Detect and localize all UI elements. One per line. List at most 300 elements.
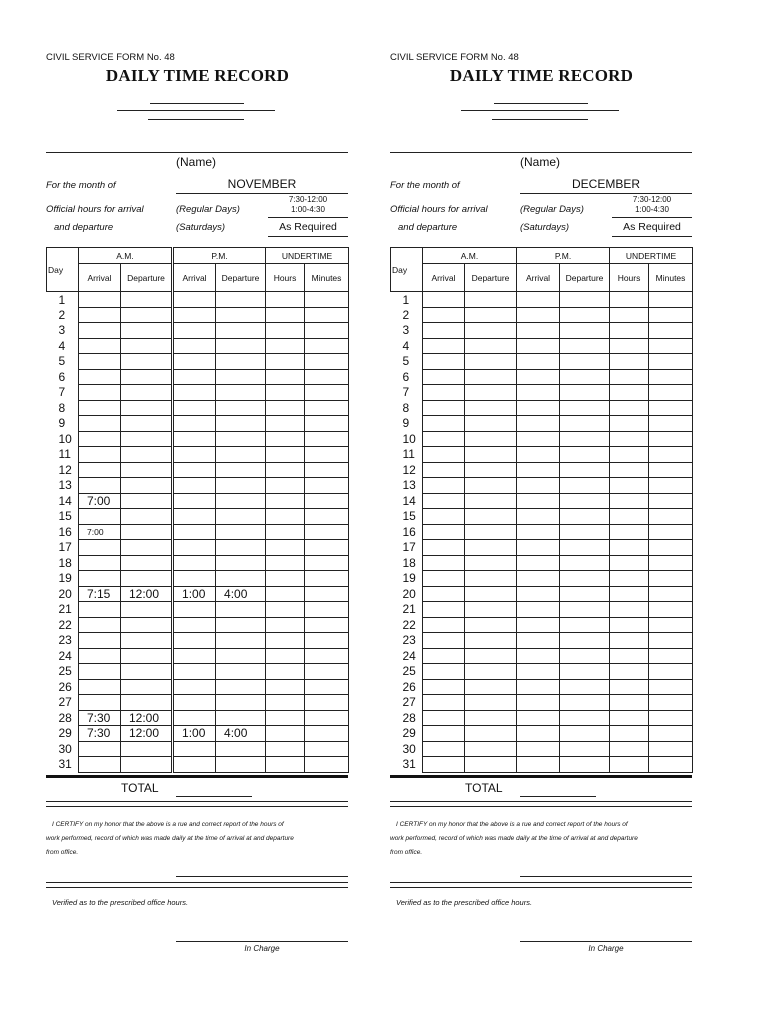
ut-hours-cell[interactable] <box>610 555 649 571</box>
pm-departure-cell[interactable] <box>560 633 610 649</box>
am-arrival-cell[interactable]: 7:00 <box>79 524 121 540</box>
am-arrival-cell[interactable]: 7:30 <box>79 726 121 742</box>
ut-hours-cell[interactable] <box>266 462 305 478</box>
pm-arrival-cell[interactable] <box>517 385 560 401</box>
pm-arrival-cell[interactable] <box>173 648 216 664</box>
ut-hours-cell[interactable] <box>610 292 649 308</box>
am-departure-cell[interactable]: 12:00 <box>121 710 173 726</box>
pm-arrival-cell[interactable] <box>517 633 560 649</box>
ut-hours-cell[interactable] <box>266 586 305 602</box>
am-arrival-cell[interactable] <box>423 586 465 602</box>
am-arrival-cell[interactable] <box>423 633 465 649</box>
ut-minutes-cell[interactable] <box>649 292 693 308</box>
pm-departure-cell[interactable] <box>216 695 266 711</box>
am-arrival-cell[interactable] <box>79 695 121 711</box>
ut-minutes-cell[interactable] <box>305 726 349 742</box>
am-departure-cell[interactable] <box>465 741 517 757</box>
ut-minutes-cell[interactable] <box>305 540 349 556</box>
am-arrival-cell[interactable] <box>423 664 465 680</box>
pm-departure-cell[interactable] <box>560 571 610 587</box>
am-departure-cell[interactable] <box>121 292 173 308</box>
pm-departure-cell[interactable]: 4:00 <box>216 726 266 742</box>
ut-minutes-cell[interactable] <box>649 695 693 711</box>
pm-arrival-cell[interactable] <box>173 757 216 773</box>
am-departure-cell[interactable] <box>465 431 517 447</box>
ut-minutes-cell[interactable] <box>305 385 349 401</box>
am-departure-cell[interactable] <box>465 338 517 354</box>
ut-hours-cell[interactable] <box>610 571 649 587</box>
am-arrival-cell[interactable] <box>79 617 121 633</box>
pm-departure-cell[interactable] <box>216 555 266 571</box>
pm-departure-cell[interactable] <box>216 617 266 633</box>
signature-line[interactable] <box>176 876 348 877</box>
am-arrival-cell[interactable] <box>79 462 121 478</box>
ut-hours-cell[interactable] <box>610 400 649 416</box>
pm-arrival-cell[interactable] <box>517 338 560 354</box>
ut-minutes-cell[interactable] <box>649 431 693 447</box>
am-arrival-cell[interactable] <box>423 400 465 416</box>
pm-departure-cell[interactable] <box>560 726 610 742</box>
pm-departure-cell[interactable] <box>560 292 610 308</box>
am-departure-cell[interactable] <box>121 540 173 556</box>
ut-minutes-cell[interactable] <box>649 385 693 401</box>
ut-minutes-cell[interactable] <box>305 555 349 571</box>
pm-arrival-cell[interactable] <box>173 695 216 711</box>
am-departure-cell[interactable] <box>121 679 173 695</box>
am-departure-cell[interactable] <box>465 292 517 308</box>
am-arrival-cell[interactable] <box>423 648 465 664</box>
pm-arrival-cell[interactable] <box>517 447 560 463</box>
pm-departure-cell[interactable] <box>560 664 610 680</box>
am-departure-cell[interactable] <box>121 431 173 447</box>
am-departure-cell[interactable] <box>465 493 517 509</box>
pm-arrival-cell[interactable] <box>173 493 216 509</box>
am-arrival-cell[interactable] <box>423 555 465 571</box>
ut-minutes-cell[interactable] <box>305 462 349 478</box>
am-departure-cell[interactable] <box>465 462 517 478</box>
am-departure-cell[interactable] <box>465 555 517 571</box>
am-departure-cell[interactable] <box>465 757 517 773</box>
am-arrival-cell[interactable] <box>79 416 121 432</box>
am-departure-cell[interactable] <box>121 555 173 571</box>
ut-hours-cell[interactable] <box>610 664 649 680</box>
pm-arrival-cell[interactable] <box>173 602 216 618</box>
am-arrival-cell[interactable] <box>423 602 465 618</box>
pm-arrival-cell[interactable] <box>517 555 560 571</box>
am-departure-cell[interactable] <box>121 385 173 401</box>
pm-arrival-cell[interactable] <box>173 509 216 525</box>
am-departure-cell[interactable] <box>121 633 173 649</box>
am-arrival-cell[interactable] <box>79 602 121 618</box>
ut-minutes-cell[interactable] <box>649 323 693 339</box>
ut-hours-cell[interactable] <box>266 757 305 773</box>
pm-departure-cell[interactable] <box>216 679 266 695</box>
pm-arrival-cell[interactable] <box>173 400 216 416</box>
pm-arrival-cell[interactable] <box>517 540 560 556</box>
ut-minutes-cell[interactable] <box>305 571 349 587</box>
ut-hours-cell[interactable] <box>610 726 649 742</box>
ut-minutes-cell[interactable] <box>305 679 349 695</box>
am-arrival-cell[interactable] <box>79 633 121 649</box>
pm-departure-cell[interactable]: 4:00 <box>216 586 266 602</box>
am-departure-cell[interactable] <box>465 648 517 664</box>
am-departure-cell[interactable] <box>121 757 173 773</box>
pm-arrival-cell[interactable] <box>517 462 560 478</box>
ut-hours-cell[interactable] <box>266 338 305 354</box>
ut-hours-cell[interactable] <box>610 447 649 463</box>
am-arrival-cell[interactable] <box>79 664 121 680</box>
pm-departure-cell[interactable] <box>560 478 610 494</box>
am-arrival-cell[interactable] <box>79 478 121 494</box>
pm-departure-cell[interactable] <box>216 602 266 618</box>
am-arrival-cell[interactable] <box>79 509 121 525</box>
ut-hours-cell[interactable] <box>610 431 649 447</box>
am-arrival-cell[interactable] <box>79 385 121 401</box>
ut-hours-cell[interactable] <box>610 462 649 478</box>
pm-arrival-cell[interactable] <box>173 741 216 757</box>
am-departure-cell[interactable] <box>465 400 517 416</box>
am-arrival-cell[interactable] <box>79 307 121 323</box>
am-arrival-cell[interactable] <box>79 679 121 695</box>
pm-arrival-cell[interactable] <box>517 710 560 726</box>
ut-minutes-cell[interactable] <box>649 741 693 757</box>
ut-hours-cell[interactable] <box>610 478 649 494</box>
ut-minutes-cell[interactable] <box>305 416 349 432</box>
month-value[interactable]: NOVEMBER <box>227 177 297 191</box>
ut-minutes-cell[interactable] <box>649 633 693 649</box>
pm-arrival-cell[interactable] <box>173 447 216 463</box>
am-departure-cell[interactable] <box>121 695 173 711</box>
pm-arrival-cell[interactable] <box>173 540 216 556</box>
ut-hours-cell[interactable] <box>610 695 649 711</box>
am-arrival-cell[interactable] <box>79 571 121 587</box>
pm-arrival-cell[interactable] <box>517 741 560 757</box>
ut-hours-cell[interactable] <box>266 741 305 757</box>
ut-minutes-cell[interactable] <box>305 524 349 540</box>
ut-minutes-cell[interactable] <box>649 447 693 463</box>
pm-arrival-cell[interactable] <box>517 478 560 494</box>
ut-hours-cell[interactable] <box>266 648 305 664</box>
am-arrival-cell[interactable] <box>423 385 465 401</box>
am-departure-cell[interactable] <box>465 524 517 540</box>
ut-hours-cell[interactable] <box>610 617 649 633</box>
pm-arrival-cell[interactable] <box>517 400 560 416</box>
ut-minutes-cell[interactable] <box>305 602 349 618</box>
pm-departure-cell[interactable] <box>216 741 266 757</box>
pm-departure-cell[interactable] <box>560 462 610 478</box>
pm-departure-cell[interactable] <box>560 617 610 633</box>
pm-departure-cell[interactable] <box>216 478 266 494</box>
ut-minutes-cell[interactable] <box>305 478 349 494</box>
pm-arrival-cell[interactable] <box>173 617 216 633</box>
pm-arrival-cell[interactable] <box>517 679 560 695</box>
pm-arrival-cell[interactable] <box>517 664 560 680</box>
am-departure-cell[interactable]: 12:00 <box>121 586 173 602</box>
am-arrival-cell[interactable] <box>79 741 121 757</box>
in-charge-signature-line[interactable] <box>520 941 692 942</box>
ut-hours-cell[interactable] <box>610 307 649 323</box>
am-departure-cell[interactable] <box>121 617 173 633</box>
pm-arrival-cell[interactable] <box>517 323 560 339</box>
pm-arrival-cell[interactable] <box>517 695 560 711</box>
pm-departure-cell[interactable] <box>560 323 610 339</box>
am-arrival-cell[interactable] <box>423 710 465 726</box>
signature-line[interactable] <box>520 876 692 877</box>
pm-departure-cell[interactable] <box>216 493 266 509</box>
am-arrival-cell[interactable]: 7:00 <box>79 493 121 509</box>
am-departure-cell[interactable] <box>465 369 517 385</box>
am-departure-cell[interactable] <box>465 385 517 401</box>
am-departure-cell[interactable] <box>121 524 173 540</box>
am-arrival-cell[interactable] <box>79 369 121 385</box>
am-departure-cell[interactable] <box>121 664 173 680</box>
ut-minutes-cell[interactable] <box>649 571 693 587</box>
am-departure-cell[interactable] <box>465 509 517 525</box>
ut-hours-cell[interactable] <box>610 586 649 602</box>
pm-departure-cell[interactable] <box>560 710 610 726</box>
ut-hours-cell[interactable] <box>266 493 305 509</box>
ut-minutes-cell[interactable] <box>305 509 349 525</box>
am-arrival-cell[interactable]: 7:30 <box>79 710 121 726</box>
am-arrival-cell[interactable] <box>423 478 465 494</box>
am-departure-cell[interactable] <box>121 509 173 525</box>
ut-hours-cell[interactable] <box>266 447 305 463</box>
pm-departure-cell[interactable] <box>216 369 266 385</box>
pm-departure-cell[interactable] <box>560 369 610 385</box>
pm-departure-cell[interactable] <box>216 633 266 649</box>
am-departure-cell[interactable] <box>465 664 517 680</box>
ut-hours-cell[interactable] <box>610 648 649 664</box>
pm-departure-cell[interactable] <box>216 354 266 370</box>
pm-departure-cell[interactable] <box>216 664 266 680</box>
am-arrival-cell[interactable] <box>423 509 465 525</box>
ut-hours-cell[interactable] <box>610 524 649 540</box>
ut-minutes-cell[interactable] <box>305 400 349 416</box>
ut-minutes-cell[interactable] <box>649 617 693 633</box>
ut-minutes-cell[interactable] <box>649 710 693 726</box>
pm-departure-cell[interactable] <box>560 400 610 416</box>
am-departure-cell[interactable]: 12:00 <box>121 726 173 742</box>
am-arrival-cell[interactable] <box>79 338 121 354</box>
am-departure-cell[interactable] <box>121 338 173 354</box>
pm-arrival-cell[interactable] <box>173 710 216 726</box>
pm-departure-cell[interactable] <box>216 416 266 432</box>
ut-hours-cell[interactable] <box>610 369 649 385</box>
ut-hours-cell[interactable] <box>266 540 305 556</box>
ut-minutes-cell[interactable] <box>649 369 693 385</box>
am-arrival-cell[interactable] <box>423 695 465 711</box>
am-departure-cell[interactable] <box>121 478 173 494</box>
pm-departure-cell[interactable] <box>216 462 266 478</box>
ut-hours-cell[interactable] <box>610 354 649 370</box>
pm-departure-cell[interactable] <box>560 524 610 540</box>
ut-hours-cell[interactable] <box>266 555 305 571</box>
ut-minutes-cell[interactable] <box>305 664 349 680</box>
pm-departure-cell[interactable] <box>216 710 266 726</box>
ut-minutes-cell[interactable] <box>305 354 349 370</box>
pm-departure-cell[interactable] <box>560 354 610 370</box>
ut-minutes-cell[interactable] <box>649 493 693 509</box>
ut-hours-cell[interactable] <box>266 679 305 695</box>
ut-hours-cell[interactable] <box>266 726 305 742</box>
pm-arrival-cell[interactable] <box>517 602 560 618</box>
ut-minutes-cell[interactable] <box>305 633 349 649</box>
pm-arrival-cell[interactable] <box>173 292 216 308</box>
pm-arrival-cell[interactable] <box>517 509 560 525</box>
ut-minutes-cell[interactable] <box>649 602 693 618</box>
ut-minutes-cell[interactable] <box>305 369 349 385</box>
pm-arrival-cell[interactable] <box>173 664 216 680</box>
pm-departure-cell[interactable] <box>216 323 266 339</box>
am-arrival-cell[interactable] <box>423 431 465 447</box>
pm-departure-cell[interactable] <box>560 602 610 618</box>
pm-arrival-cell[interactable] <box>173 679 216 695</box>
ut-hours-cell[interactable] <box>610 710 649 726</box>
ut-hours-cell[interactable] <box>266 478 305 494</box>
pm-departure-cell[interactable] <box>560 431 610 447</box>
ut-hours-cell[interactable] <box>266 416 305 432</box>
ut-hours-cell[interactable] <box>610 741 649 757</box>
pm-departure-cell[interactable] <box>216 400 266 416</box>
am-departure-cell[interactable] <box>465 478 517 494</box>
pm-arrival-cell[interactable] <box>173 478 216 494</box>
ut-hours-cell[interactable] <box>610 679 649 695</box>
pm-arrival-cell[interactable] <box>517 493 560 509</box>
am-departure-cell[interactable] <box>121 648 173 664</box>
ut-minutes-cell[interactable] <box>305 431 349 447</box>
am-arrival-cell[interactable] <box>423 323 465 339</box>
ut-minutes-cell[interactable] <box>649 726 693 742</box>
am-arrival-cell[interactable] <box>423 679 465 695</box>
am-arrival-cell[interactable] <box>423 540 465 556</box>
pm-departure-cell[interactable] <box>560 757 610 773</box>
pm-arrival-cell[interactable] <box>517 757 560 773</box>
am-departure-cell[interactable] <box>121 462 173 478</box>
pm-arrival-cell[interactable] <box>173 338 216 354</box>
pm-departure-cell[interactable] <box>216 338 266 354</box>
am-arrival-cell[interactable] <box>423 571 465 587</box>
pm-departure-cell[interactable] <box>560 679 610 695</box>
pm-departure-cell[interactable] <box>560 648 610 664</box>
am-arrival-cell[interactable] <box>423 369 465 385</box>
pm-departure-cell[interactable] <box>560 338 610 354</box>
pm-arrival-cell[interactable] <box>173 323 216 339</box>
pm-departure-cell[interactable] <box>560 493 610 509</box>
am-arrival-cell[interactable] <box>79 447 121 463</box>
pm-arrival-cell[interactable] <box>517 369 560 385</box>
ut-minutes-cell[interactable] <box>305 586 349 602</box>
am-departure-cell[interactable] <box>465 726 517 742</box>
pm-arrival-cell[interactable] <box>517 586 560 602</box>
am-arrival-cell[interactable] <box>423 416 465 432</box>
pm-arrival-cell[interactable] <box>173 369 216 385</box>
pm-arrival-cell[interactable] <box>517 648 560 664</box>
am-arrival-cell[interactable] <box>423 726 465 742</box>
pm-arrival-cell[interactable] <box>173 633 216 649</box>
pm-arrival-cell[interactable] <box>517 292 560 308</box>
am-arrival-cell[interactable] <box>79 400 121 416</box>
ut-hours-cell[interactable] <box>266 431 305 447</box>
ut-hours-cell[interactable] <box>266 354 305 370</box>
pm-departure-cell[interactable] <box>216 509 266 525</box>
ut-hours-cell[interactable] <box>266 385 305 401</box>
am-departure-cell[interactable] <box>465 571 517 587</box>
pm-arrival-cell[interactable] <box>517 431 560 447</box>
am-arrival-cell[interactable]: 7:15 <box>79 586 121 602</box>
ut-hours-cell[interactable] <box>266 602 305 618</box>
am-departure-cell[interactable] <box>465 695 517 711</box>
pm-arrival-cell[interactable]: 1:00 <box>173 726 216 742</box>
pm-departure-cell[interactable] <box>560 447 610 463</box>
am-departure-cell[interactable] <box>465 323 517 339</box>
am-departure-cell[interactable] <box>121 307 173 323</box>
am-departure-cell[interactable] <box>121 323 173 339</box>
am-departure-cell[interactable] <box>121 369 173 385</box>
am-arrival-cell[interactable] <box>423 524 465 540</box>
am-departure-cell[interactable] <box>121 741 173 757</box>
pm-arrival-cell[interactable]: 1:00 <box>173 586 216 602</box>
pm-arrival-cell[interactable] <box>173 354 216 370</box>
am-departure-cell[interactable] <box>465 710 517 726</box>
am-arrival-cell[interactable] <box>79 648 121 664</box>
pm-arrival-cell[interactable] <box>517 524 560 540</box>
am-departure-cell[interactable] <box>465 307 517 323</box>
ut-minutes-cell[interactable] <box>649 338 693 354</box>
ut-minutes-cell[interactable] <box>649 400 693 416</box>
total-blank[interactable] <box>176 796 252 797</box>
ut-minutes-cell[interactable] <box>649 555 693 571</box>
pm-arrival-cell[interactable] <box>173 307 216 323</box>
pm-departure-cell[interactable] <box>216 307 266 323</box>
ut-hours-cell[interactable] <box>610 757 649 773</box>
ut-minutes-cell[interactable] <box>305 323 349 339</box>
ut-minutes-cell[interactable] <box>305 292 349 308</box>
am-arrival-cell[interactable] <box>423 493 465 509</box>
am-departure-cell[interactable] <box>465 633 517 649</box>
am-departure-cell[interactable] <box>121 400 173 416</box>
pm-departure-cell[interactable] <box>216 292 266 308</box>
am-departure-cell[interactable] <box>465 679 517 695</box>
ut-minutes-cell[interactable] <box>649 540 693 556</box>
ut-hours-cell[interactable] <box>266 400 305 416</box>
am-departure-cell[interactable] <box>465 586 517 602</box>
ut-minutes-cell[interactable] <box>305 648 349 664</box>
ut-hours-cell[interactable] <box>266 509 305 525</box>
pm-departure-cell[interactable] <box>216 524 266 540</box>
pm-departure-cell[interactable] <box>560 509 610 525</box>
pm-departure-cell[interactable] <box>560 385 610 401</box>
pm-departure-cell[interactable] <box>560 307 610 323</box>
ut-hours-cell[interactable] <box>266 633 305 649</box>
am-departure-cell[interactable] <box>465 416 517 432</box>
ut-hours-cell[interactable] <box>610 323 649 339</box>
pm-arrival-cell[interactable] <box>517 571 560 587</box>
am-departure-cell[interactable] <box>121 571 173 587</box>
ut-minutes-cell[interactable] <box>305 757 349 773</box>
pm-departure-cell[interactable] <box>216 757 266 773</box>
am-arrival-cell[interactable] <box>423 338 465 354</box>
am-arrival-cell[interactable] <box>423 757 465 773</box>
pm-arrival-cell[interactable] <box>173 385 216 401</box>
pm-arrival-cell[interactable] <box>517 416 560 432</box>
pm-arrival-cell[interactable] <box>173 524 216 540</box>
ut-minutes-cell[interactable] <box>649 586 693 602</box>
am-departure-cell[interactable] <box>465 354 517 370</box>
pm-arrival-cell[interactable] <box>173 462 216 478</box>
ut-minutes-cell[interactable] <box>649 679 693 695</box>
ut-minutes-cell[interactable] <box>649 509 693 525</box>
am-arrival-cell[interactable] <box>79 292 121 308</box>
